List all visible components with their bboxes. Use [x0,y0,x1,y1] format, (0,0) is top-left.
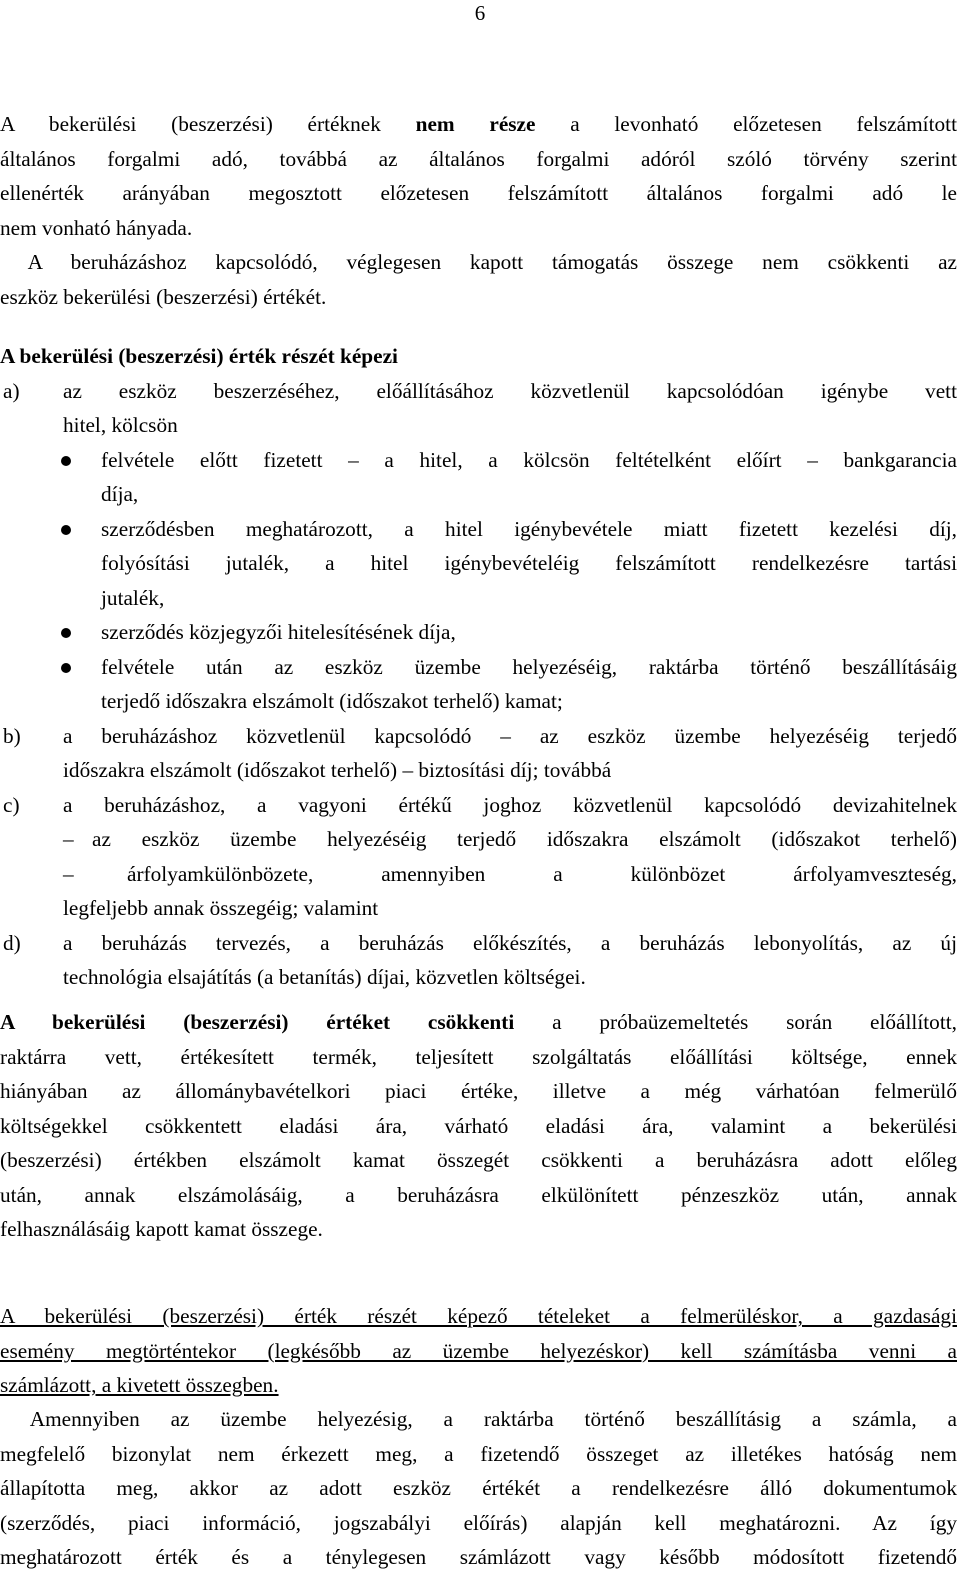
text-line: meghatározott érték és a ténylegesen számlázott vagy később módosított fizetendő [0,1545,957,1569]
text-line: technológia elsajátítás (a betanítás) díjai, közvetlen költségei. [63,965,586,989]
text-span: árfolyamkülönbözete, amennyiben a különbözet árfolyamveszteség, [127,861,957,886]
list-marker: b) [3,723,21,748]
text-span: a beruházás tervezés, a beruházás előkészítés, a beruházás lebonyolítás, az új [63,930,957,955]
list-item-b [0,719,957,754]
text-line: költségekkel csökkentett eladási ára, várható eladási ára, valamint a bekerülési [0,1113,957,1138]
dash-marker: – [63,861,74,886]
text-line: megfelelő bizonylat nem érkezett meg, a fizetendő összeget az illetékes hatóság nem [0,1441,957,1466]
bullet-item [0,443,957,478]
text-line: eszköz bekerülési (beszerzési) értékét. [0,284,327,309]
text-line: után, annak elszámolásáig, a beruházásra elkülönített pénzeszköz után, annak [0,1182,957,1207]
text-line: felhasználásáig kapott kamat összege. [0,1217,323,1241]
text-line: legfeljebb annak összegéig; valamint [63,896,379,920]
text-line [0,1005,957,1040]
paragraph-reducing-items [0,1005,957,1247]
text-span: szerződésben meghatározott, a hitel igénybevétele miatt fizetett kezelési díj, [101,516,957,541]
text-line: terjedő időszakra elszámolt (időszakot terhelő) kamat; [101,689,563,713]
text-line: (beszerzési) értékben elszámolt kamat összegét csökkenti a beruházásra adott előleg [0,1148,957,1172]
text-line: A bekerülési (beszerzési) érték részét képező tételeket a felmerüléskor, a gazdasági [0,1304,957,1328]
text-line: időszakra elszámolt (időszakot terhelő) – biztosítási díj; továbbá [63,758,612,782]
paragraph-excluded-items [0,107,957,314]
bullet-item [0,615,957,650]
emphasis-reduces: A bekerülési (beszerzési) értéket csökkenti [0,1010,515,1034]
text-line: hitel, kölcsön [63,413,178,437]
paragraph-included-items [0,339,957,995]
text-line: hiányában az állománybavételkori piaci értéke, illetve a még várhatóan felmerülő [0,1079,957,1103]
text-span: a beruházáshoz, a vagyoni értékű joghoz közvetlenül kapcsolódó devizahitelnek [63,792,957,817]
text-span: szerződés közjegyzői hitelesítésének díja, [101,620,456,644]
bullet-item [0,512,957,547]
bullet-icon [61,525,71,535]
emphasis-not-part: nem része [415,112,536,136]
text-span: a levonható előzetesen felszámított [535,112,958,136]
bullet-icon [61,628,71,638]
text-line: általános forgalmi adó, továbbá az általános forgalmi adóról szóló törvény szerint [0,146,957,171]
bullet-icon [61,663,71,673]
text-line: nem vonható hányada. [0,215,193,240]
dash-marker: – [63,827,74,851]
bullet-icon [61,456,71,466]
list-item-c [0,788,957,823]
list-item-a [0,374,957,409]
text-line [0,1368,957,1403]
text-line: díja, [101,482,139,506]
list-item-d [0,926,957,961]
text-line: A beruházáshoz kapcsolódó, véglegesen kapott támogatás összege nem csökkenti az [0,250,957,274]
section-heading: A bekerülési (beszerzési) érték részét képezi [0,344,398,368]
text-span: számlázott, a kivetett összegben. [0,1373,279,1397]
text-line: ellenérték arányában megosztott előzetesen felszámított általános forgalmi adó le [0,181,957,205]
bullet-item [0,650,957,685]
text-line [0,857,957,892]
text-line: raktárra vett, értékesített termék, teljesített szolgáltatás előállítási költsége, ennek [0,1044,957,1069]
page-number: 6 [474,1,486,25]
text-span: az eszköz beszerzéséhez, előállításához közvetlenül kapcsolódóan igénybe vett [63,378,957,403]
list-marker: c) [3,792,20,817]
text-line: folyósítási jutalék, a hitel igénybevételéig felszámított rendelkezésre tartási [101,551,957,575]
text-line: jutalék, [101,585,165,610]
text-line [0,822,957,857]
paragraph-missing-invoice [0,1402,957,1575]
list-marker: a) [3,378,20,403]
paragraph-recognition-timing [0,1299,957,1403]
text-span: felvétele előtt fizetett – a hitel, a kölcsön feltételként előírt – bankgarancia [101,447,957,472]
text-span: a próbaüzemeltetés során előállított, [514,1010,957,1034]
text-line: Amennyiben az üzembe helyezésig, a raktárba történő beszállításig a számla, a [0,1407,957,1431]
text-line: állapította meg, akkor az adott eszköz értékét a rendelkezésre álló dokumentumok [0,1476,957,1500]
text-line: esemény megtörténtekor (legkésőbb az üzembe helyezéskor) kell számításba venni a [0,1338,957,1363]
text-span: A bekerülési (beszerzési) értéknek [0,112,416,136]
text-span: a beruházáshoz közvetlenül kapcsolódó – az eszköz üzembe helyezéséig terjedő [63,723,957,748]
list-marker: d) [3,930,21,955]
text-line: (szerződés, piaci információ, jogszabályi előírás) alapján kell meghatározni. Az így [0,1510,957,1535]
text-line [0,107,957,142]
text-span: felvétele után az eszköz üzembe helyezéséig, raktárba történő beszállításáig [101,654,957,679]
text-span: az eszköz üzembe helyezéséig terjedő időszakra elszámolt (időszakot terhelő) [92,827,957,851]
